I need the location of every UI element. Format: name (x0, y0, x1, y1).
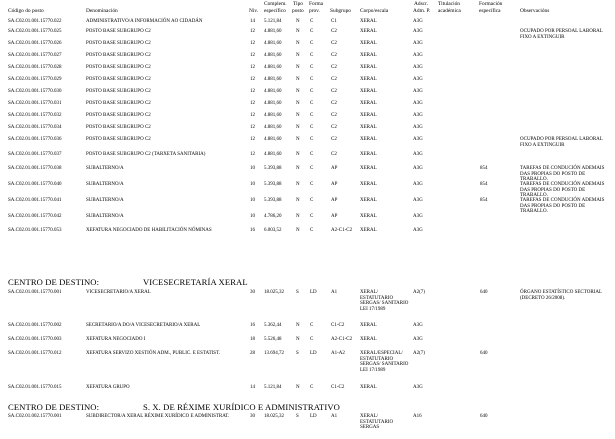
col-header-posto: posto (292, 8, 304, 14)
cell-name: POSTO BASE SUBGRUPO C2 (86, 125, 151, 130)
cell-forma: C (310, 152, 314, 157)
col-header-corpo: Corpo/escala (360, 8, 389, 14)
cell-form: 640 (480, 414, 488, 419)
cell-code: SA.C02.01.001.15770.012 (8, 351, 62, 356)
cell-code: SA.C02.01.001.15770.037 (8, 152, 62, 157)
col-header-especifico: específico (264, 8, 286, 14)
cell-name: VICESECRETARIO/A XERAL (86, 290, 151, 295)
cell-comp: 5.362,44 (264, 323, 282, 328)
cell-code: SA.C02.01.001.15770.036 (8, 137, 62, 142)
cell-obs: ÓRGANO ESTATÍSTICO SECTORIAL (DECRETO 26/2008). (520, 290, 602, 301)
cell-niv: 12 (250, 53, 255, 58)
cell-niv: 14 (250, 385, 255, 390)
cell-corpo: XERAL/ ESTATUTARIO SERGAS/ SANITARIO LEI 17/1989 (360, 290, 409, 312)
cell-code: SA.C02.01.001.15770.027 (8, 53, 62, 58)
cell-adscr: A3G (413, 53, 423, 58)
cell-comp: 4.881,60 (264, 152, 282, 157)
cell-corpo: XERAL (360, 53, 377, 58)
cell-adscr: A3G (413, 214, 423, 219)
cell-tipo: N (296, 101, 300, 106)
cell-comp: 4.881,60 (264, 41, 282, 46)
cell-name: POSTO BASE SUBGRUPO C2 (86, 29, 151, 34)
cell-sub: C1 (331, 19, 337, 24)
cell-corpo: XERAL (360, 337, 377, 342)
cell-forma: C (310, 65, 314, 70)
cell-comp: 5.393,88 (264, 182, 282, 187)
cell-tipo: N (296, 385, 300, 390)
cell-adscr: A3G (413, 152, 423, 157)
cell-niv: 30 (250, 414, 255, 419)
cell-niv: 10 (250, 166, 255, 171)
cell-name: SUBALTERNO/A (86, 214, 124, 219)
cell-obs: OCUPADO POR PERSOAL LABORAL FIXO A EXTINGUIR (520, 137, 603, 148)
cell-name: POSTO BASE SUBGRUPO C2 (86, 41, 151, 46)
cell-comp: 4.881,60 (264, 137, 282, 142)
cell-name: XEFATURA NEGOCIADO DE HABILITACIÓN NÓMINAS (86, 228, 212, 233)
cell-code: SA.C02.01.001.15770.015 (8, 385, 62, 390)
cell-tipo: N (296, 77, 300, 82)
cell-code: SA.C02.01.002.15770.001 (8, 414, 62, 419)
cell-forma: C (310, 89, 314, 94)
cell-corpo: XERAL (360, 182, 377, 187)
cell-forma: C (310, 113, 314, 118)
section-label: CENTRO DE DESTINO: (8, 277, 100, 287)
cell-tipo: N (296, 125, 300, 130)
cell-code: SA.C02.01.001.15770.042 (8, 214, 62, 219)
cell-code: SA.C02.01.001.15770.025 (8, 29, 62, 34)
cell-adscr: A3G (413, 19, 423, 24)
col-header-adscr: Adscr. (414, 1, 428, 7)
cell-adscr: A2(7) (413, 351, 425, 356)
cell-tipo: N (296, 41, 300, 46)
cell-corpo: XERAL (360, 214, 377, 219)
cell-comp: 6.003,52 (264, 228, 282, 233)
cell-code: SA.C02.01.001.15770.032 (8, 113, 62, 118)
cell-sub: A1 (331, 414, 338, 419)
cell-name: XEFATURA SERVIZO XESTIÓN ADM., PUBLIC. E ESTATIST. (86, 351, 221, 356)
cell-adscr: A3G (413, 101, 423, 106)
cell-tipo: N (296, 137, 300, 142)
cell-corpo: XERAL (360, 323, 377, 328)
cell-adscr: A3G (413, 323, 423, 328)
col-header-forma: Forma (309, 1, 324, 7)
cell-tipo: N (296, 65, 300, 70)
cell-name: SECRETARIO/A DO/A VICESECRETARIO/A XERAL (86, 323, 201, 328)
cell-sub: AP (331, 214, 338, 219)
cell-name: POSTO BASE SUBGRUPO C2 (86, 89, 151, 94)
cell-forma: C (310, 41, 314, 46)
cell-code: SA.C02.01.001.15770.022 (8, 19, 62, 24)
cell-comp: 4.881,60 (264, 77, 282, 82)
cell-comp: 18.025,32 (264, 290, 284, 295)
cell-comp: 13.694,72 (264, 351, 284, 356)
cell-niv: 12 (250, 29, 255, 34)
cell-adscr: A3G (413, 228, 423, 233)
cell-name: XEFATURA NEGOCIADO I (86, 337, 146, 342)
cell-corpo: XERAL (360, 125, 377, 130)
cell-adscr: A3G (413, 65, 423, 70)
cell-comp: 5.393,88 (264, 166, 282, 171)
cell-comp: 4.881,60 (264, 29, 282, 34)
cell-sub: AP (331, 198, 338, 203)
cell-code: SA.C02.01.001.15770.040 (8, 182, 62, 187)
cell-tipo: N (296, 152, 300, 157)
cell-sub: C2 (331, 65, 337, 70)
cell-corpo: XERAL (360, 166, 377, 171)
cell-forma: LD (310, 290, 317, 295)
cell-adscr: A3G (413, 125, 423, 130)
cell-name: POSTO BASE SUBGRUPO C2 (86, 101, 151, 106)
cell-adscr: A3G (413, 198, 423, 203)
cell-niv: 12 (250, 113, 255, 118)
cell-corpo: XERAL/ ESTATUTARIO SERGAS (360, 414, 394, 430)
cell-name: SUBDIRECTOR/A XERAL RÉXIME XURÍDICO E ADMINISTRAT. (86, 414, 230, 419)
cell-name: XEFATURA GRUPO (86, 385, 130, 390)
cell-forma: C (310, 19, 314, 24)
cell-comp: 5.393,88 (264, 198, 282, 203)
cell-forma: C (310, 101, 314, 106)
cell-tipo: N (296, 89, 300, 94)
cell-forma: LD (310, 351, 317, 356)
cell-comp: 4.881,60 (264, 53, 282, 58)
cell-form: 854 (480, 198, 488, 203)
cell-tipo: N (296, 182, 300, 187)
cell-obs: TAREFAS DE CONDUCIÓN ADEMAIS DAS PROPIAS DO POSTO DE TRABALLO. (520, 182, 605, 198)
cell-code: SA.C02.01.001.15770.053 (8, 228, 62, 233)
col-header-titulacion: Titulación (438, 1, 460, 7)
cell-adscr: A16 (413, 414, 422, 419)
cell-niv: 18 (250, 337, 255, 342)
cell-code: SA.C02.01.001.15770.029 (8, 77, 62, 82)
cell-sub: C1-C2 (331, 385, 345, 390)
cell-forma: C (310, 53, 314, 58)
cell-sub: C1-C2 (331, 323, 345, 328)
cell-code: SA.C02.01.001.15770.034 (8, 125, 62, 130)
cell-sub: C2 (331, 152, 337, 157)
cell-form: 854 (480, 166, 488, 171)
cell-obs: TAREFAS DE CONDUCIÓN ADEMAIS DAS PROPIAS DO POSTO DE TRABALLO. (520, 166, 605, 182)
cell-sub: A2-C1-C2 (331, 337, 353, 342)
cell-comp: 4.881,60 (264, 65, 282, 70)
cell-sub: C2 (331, 125, 337, 130)
cell-niv: 12 (250, 65, 255, 70)
cell-code: SA.C02.01.001.15770.026 (8, 41, 62, 46)
cell-comp: 4.786,20 (264, 214, 282, 219)
cell-obs: OCUPADO POR PERSOAL LABORAL FIXO A EXTINGUIR (520, 29, 603, 40)
cell-sub: C2 (331, 89, 337, 94)
cell-niv: 10 (250, 214, 255, 219)
cell-code: SA.C02.01.001.15770.028 (8, 65, 62, 70)
cell-sub: A2-C1-C2 (331, 228, 353, 233)
cell-comp: 5.526,48 (264, 337, 282, 342)
cell-name: POSTO BASE SUBGRUPO C2 (86, 113, 151, 118)
cell-corpo: XERAL (360, 65, 377, 70)
cell-code: SA.C02.01.001.15770.030 (8, 89, 62, 94)
cell-sub: C2 (331, 101, 337, 106)
cell-forma: LD (310, 414, 317, 419)
cell-sub: C2 (331, 137, 337, 142)
col-header-prov: prov. (309, 8, 320, 14)
cell-name: POSTO BASE SUBGRUPO C2 (86, 53, 151, 58)
cell-name: ADMINISTRATIVO/A INFORMACIÓN AO CIDADÁN (86, 19, 203, 24)
cell-code: SA.C02.01.001.15770.001 (8, 290, 62, 295)
cell-tipo: N (296, 113, 300, 118)
cell-name: SUBALTERNO/A (86, 198, 124, 203)
cell-corpo: XERAL (360, 29, 377, 34)
cell-comp: 4.881,60 (264, 125, 282, 130)
cell-sub: C2 (331, 53, 337, 58)
cell-sub: C2 (331, 113, 337, 118)
cell-sub: C2 (331, 41, 337, 46)
col-header-adm-p: Adm. P. (413, 8, 431, 14)
cell-forma: C (310, 198, 314, 203)
cell-niv: 16 (250, 228, 255, 233)
cell-corpo: XERAL (360, 228, 377, 233)
cell-sub: AP (331, 166, 338, 171)
cell-niv: 12 (250, 89, 255, 94)
cell-adscr: A3G (413, 166, 423, 171)
cell-corpo: XERAL (360, 41, 377, 46)
cell-niv: 28 (250, 351, 255, 356)
cell-name: POSTO BASE SUBGRUPO C2 (TARXETA SANITARIA) (86, 152, 206, 157)
cell-sub: AP (331, 182, 338, 187)
cell-niv: 12 (250, 137, 255, 142)
cell-niv: 14 (250, 19, 255, 24)
cell-name: POSTO BASE SUBGRUPO C2 (86, 77, 151, 82)
cell-code: SA.C02.01.001.15770.031 (8, 101, 62, 106)
cell-comp: 4.881,60 (264, 113, 282, 118)
cell-code: SA.C02.01.001.15770.003 (8, 337, 62, 342)
section-title: S. X. DE RÉXIME XURÍDICO E ADMINISTRATIVO (143, 402, 340, 412)
cell-corpo: XERAL (360, 89, 377, 94)
cell-forma: C (310, 214, 314, 219)
cell-corpo: XERAL (360, 137, 377, 142)
cell-code: SA.C02.01.001.15770.038 (8, 166, 62, 171)
cell-adscr: A3G (413, 89, 423, 94)
section-title: VICESECRETARÍA XERAL (143, 277, 248, 287)
cell-form: 640 (480, 351, 488, 356)
cell-niv: 30 (250, 290, 255, 295)
cell-adscr: A3G (413, 41, 423, 46)
cell-comp: 18.025,32 (264, 414, 284, 419)
cell-adscr: A3G (413, 77, 423, 82)
cell-adscr: A2(7) (413, 290, 425, 295)
cell-adscr: A3G (413, 337, 423, 342)
cell-niv: 12 (250, 41, 255, 46)
cell-sub: A1-A2 (331, 351, 345, 356)
cell-niv: 12 (250, 125, 255, 130)
cell-corpo: XERAL/ESPECIAL/ ESTATUTARIO SERGAS/ SANITARIO LEI 17/1989 (360, 351, 409, 373)
cell-form: 640 (480, 290, 488, 295)
cell-code: SA.C02.01.001.15770.041 (8, 198, 62, 203)
cell-tipo: S (296, 351, 299, 356)
col-header-nivel: Niv. (249, 8, 259, 14)
cell-forma: C (310, 385, 314, 390)
cell-niv: 12 (250, 77, 255, 82)
cell-sub: A1 (331, 290, 338, 295)
cell-comp: 4.881,60 (264, 89, 282, 94)
cell-forma: C (310, 137, 314, 142)
col-header-formacion: Formación (479, 1, 503, 7)
cell-tipo: N (296, 19, 300, 24)
cell-niv: 10 (250, 198, 255, 203)
col-header-denominacion: Denominación (86, 8, 118, 14)
col-header-formacion-esp: específica (479, 8, 501, 14)
cell-comp: 4.881,60 (264, 101, 282, 106)
cell-forma: C (310, 125, 314, 130)
cell-forma: C (310, 337, 314, 342)
cell-tipo: N (296, 53, 300, 58)
cell-forma: C (310, 323, 314, 328)
cell-corpo: XERAL (360, 77, 377, 82)
cell-name: SUBALTERNO/A (86, 182, 124, 187)
cell-corpo: XERAL (360, 385, 377, 390)
col-header-subgrupo: Subgrupo (330, 8, 351, 14)
cell-corpo: XERAL (360, 101, 377, 106)
cell-corpo: XERAL (360, 198, 377, 203)
cell-niv: 10 (250, 182, 255, 187)
cell-forma: C (310, 77, 314, 82)
cell-forma: C (310, 166, 314, 171)
cell-niv: 12 (250, 101, 255, 106)
cell-adscr: A3G (413, 137, 423, 142)
cell-code: SA.C02.01.001.15770.002 (8, 323, 62, 328)
cell-tipo: S (296, 290, 299, 295)
cell-niv: 16 (250, 323, 255, 328)
section-label: CENTRO DE DESTINO: (8, 402, 100, 412)
cell-corpo: XERAL (360, 113, 377, 118)
cell-forma: C (310, 228, 314, 233)
cell-sub: C2 (331, 77, 337, 82)
cell-obs: TAREFAS DE CONDUCIÓN ADEMAIS DAS PROPIAS DO POSTO DE TRABALLO. (520, 198, 605, 214)
cell-tipo: S (296, 414, 299, 419)
cell-sub: C2 (331, 29, 337, 34)
col-header-academica: académica (438, 8, 461, 14)
cell-name: SUBALTERNO/A (86, 166, 124, 171)
cell-forma: C (310, 182, 314, 187)
col-header-tipo: Tipo (293, 1, 303, 7)
cell-tipo: N (296, 166, 300, 171)
cell-forma: C (310, 29, 314, 34)
cell-corpo: XERAL (360, 19, 377, 24)
cell-corpo: XERAL (360, 152, 377, 157)
col-header-complem: Complem. (264, 1, 287, 7)
cell-tipo: N (296, 214, 300, 219)
cell-tipo: N (296, 228, 300, 233)
cell-comp: 5.121,84 (264, 19, 282, 24)
cell-name: POSTO BASE SUBGRUPO C2 (86, 137, 151, 142)
cell-comp: 5.121,84 (264, 385, 282, 390)
cell-adscr: A3G (413, 385, 423, 390)
cell-name: POSTO BASE SUBGRUPO C2 (86, 65, 151, 70)
col-header-codigo: Código do posto (8, 8, 44, 14)
cell-tipo: N (296, 198, 300, 203)
cell-adscr: A3G (413, 182, 423, 187)
cell-form: 854 (480, 182, 488, 187)
cell-tipo: N (296, 337, 300, 342)
cell-tipo: N (296, 323, 300, 328)
cell-tipo: N (296, 29, 300, 34)
col-header-observacions: Observacións (520, 8, 550, 14)
cell-niv: 12 (250, 152, 255, 157)
cell-adscr: A3G (413, 29, 423, 34)
cell-adscr: A3G (413, 113, 423, 118)
